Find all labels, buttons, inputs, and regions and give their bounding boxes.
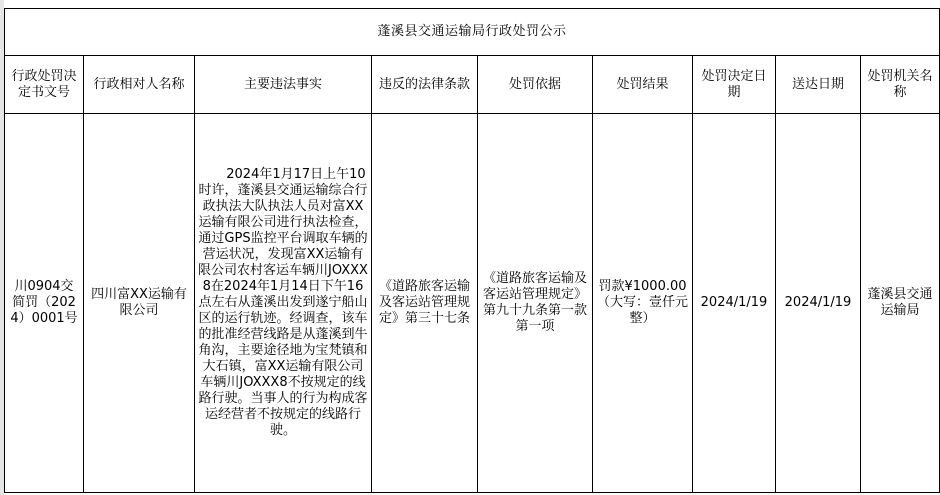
cell-result: 罚款¥1000.00（大写：壹仟元整） <box>593 114 693 493</box>
header-party: 行政相对人名称 <box>84 56 195 114</box>
header-facts: 主要违法事实 <box>195 56 372 114</box>
header-law: 违反的法律条款 <box>372 56 478 114</box>
cell-authority: 蓬溪县交通运输局 <box>861 114 940 493</box>
cell-party: 四川富XX运输有限公司 <box>84 114 195 493</box>
header-decision-date: 处罚决定日期 <box>693 56 776 114</box>
cell-facts: 2024年1月17日上午10时许，蓬溪县交通运输综合行政执法大队执法人员对富XX运输有限公司进行执法检查，通过GPS监控平台调取车辆的营运状况，发现富XX运输有限公司农村客运车辆川JOXXX8在2024年1月14日下午16点左右从蓬溪出发到遂宁船山区的运行轨迹。经调查，该车的批准经营线路是从蓬溪到牛角沟，主要途径地为宝梵镇和大石镇，富XX运输有限公司车辆川JOXXX8不按规定的线路行驶。当事人的行为构成客运经营者不按规定的线路行驶。 <box>195 114 372 493</box>
cell-decision-date: 2024/1/19 <box>693 114 776 493</box>
cell-law: 《道路旅客运输及客运站管理规定》第三十七条 <box>372 114 478 493</box>
header-doc-no: 行政处罚决定书文号 <box>5 56 84 114</box>
header-result: 处罚结果 <box>593 56 693 114</box>
table-row <box>5 114 940 493</box>
table-title: 蓬溪县交通运输局行政处罚公示 <box>5 9 940 56</box>
header-authority: 处罚机关名称 <box>861 56 940 114</box>
cell-doc-no: 川0904交简罚（2024）0001号 <box>5 114 84 493</box>
header-delivery-date: 送达日期 <box>776 56 861 114</box>
penalty-table <box>4 8 940 493</box>
header-basis: 处罚依据 <box>478 56 593 114</box>
cell-basis: 《道路旅客运输及客运站管理规定》第九十九条第一款第一项 <box>478 114 593 493</box>
cell-delivery-date: 2024/1/19 <box>776 114 861 493</box>
